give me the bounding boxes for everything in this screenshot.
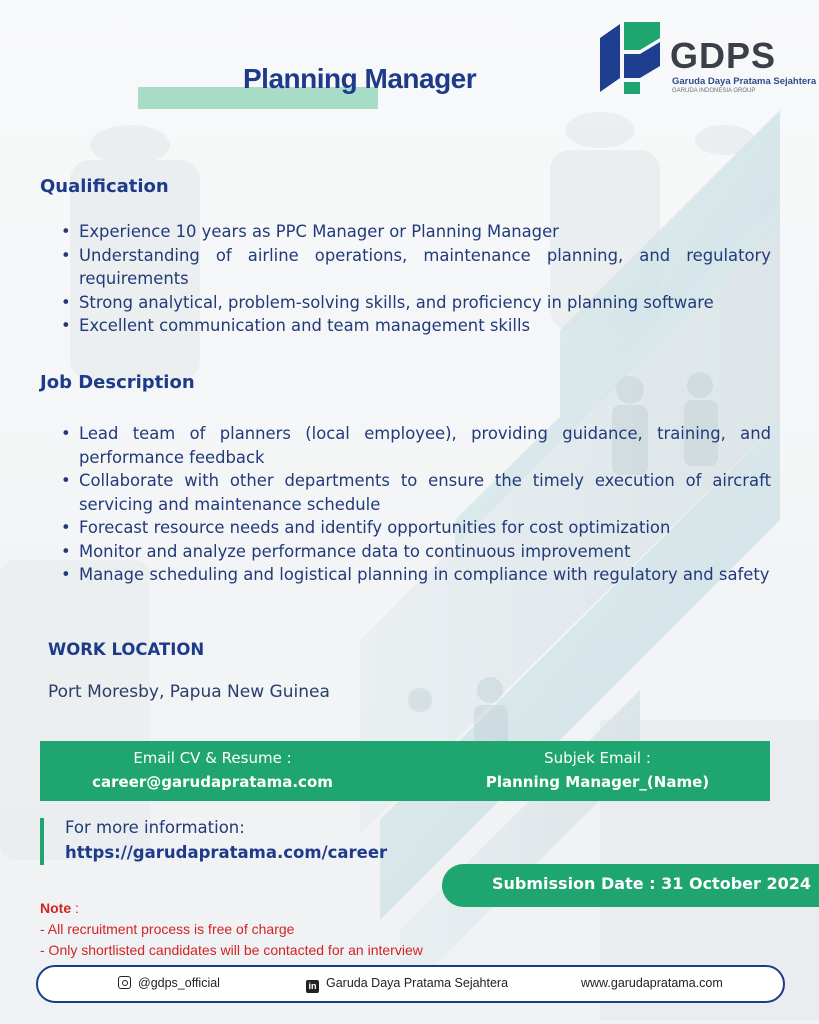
list-item: • Collaborate with other departments to ensure the timely execution of aircraft servicing and maintenance schedule <box>79 469 771 516</box>
subject-label: Subjek Email : <box>544 749 651 767</box>
job-description-heading: Job Description <box>40 372 195 393</box>
list-item: • Manage scheduling and logistical planning in compliance with regulatory and safety <box>79 563 771 587</box>
linkedin-icon: in <box>306 980 319 993</box>
more-info-label: For more information: <box>65 818 245 837</box>
social-footer <box>36 965 785 1003</box>
email-label: Email CV & Resume : <box>133 749 292 767</box>
subject-column <box>420 741 775 801</box>
work-location-value: Port Moresby, Papua New Guinea <box>48 682 330 702</box>
list-item: • Understanding of airline operations, maintenance planning, and regulatory requirements <box>79 244 771 291</box>
list-item: • Monitor and analyze performance data to continuous improvement <box>79 540 771 564</box>
note-heading: Note : <box>40 900 79 916</box>
career-url-link[interactable]: https://garudapratama.com/career <box>65 843 388 862</box>
linkedin-link[interactable] <box>306 976 508 993</box>
list-item: • Strong analytical, problem-solving skills, and proficiency in planning software <box>79 291 771 315</box>
qualification-list <box>55 220 771 338</box>
linkedin-name: Garuda Daya Pratama Sejahtera <box>326 976 509 990</box>
instagram-icon <box>118 976 131 989</box>
info-accent-bar <box>40 818 44 865</box>
page-title: Planning Manager <box>243 63 477 94</box>
job-description-list <box>55 422 771 587</box>
gdps-logo-icon <box>600 20 664 96</box>
list-item: • Forecast resource needs and identify opportunities for cost optimization <box>79 516 771 540</box>
note-item: - Only shortlisted candidates will be contacted for an interview <box>40 942 423 958</box>
brand-group-name: GARUDA INDONESIA GROUP <box>672 88 756 94</box>
apply-info-band <box>40 741 770 801</box>
note-item: - All recruitment process is free of charge <box>40 921 295 937</box>
email-address-link[interactable]: career@garudapratama.com <box>92 773 333 791</box>
work-location-heading: WORK LOCATION <box>48 640 205 659</box>
brand-company-name: Garuda Daya Pratama Sejahtera <box>672 76 817 87</box>
instagram-link[interactable] <box>118 976 220 990</box>
subject-value: Planning Manager_(Name) <box>485 773 710 791</box>
email-column <box>40 741 385 801</box>
submission-date-text: Submission Date : 31 October 2024 <box>492 874 811 893</box>
list-item: • Excellent communication and team management skills <box>79 314 771 338</box>
brand-logo-text: GDPS <box>670 35 777 76</box>
list-item: • Lead team of planners (local employee), providing guidance, training, and performance feedback <box>79 422 771 469</box>
list-item: • Experience 10 years as PPC Manager or Planning Manager <box>79 220 771 244</box>
note-label: Note <box>40 900 72 916</box>
qualification-heading: Qualification <box>40 176 169 197</box>
website-link[interactable]: www.garudapratama.com <box>581 976 723 990</box>
instagram-handle: @gdps_official <box>138 976 220 990</box>
